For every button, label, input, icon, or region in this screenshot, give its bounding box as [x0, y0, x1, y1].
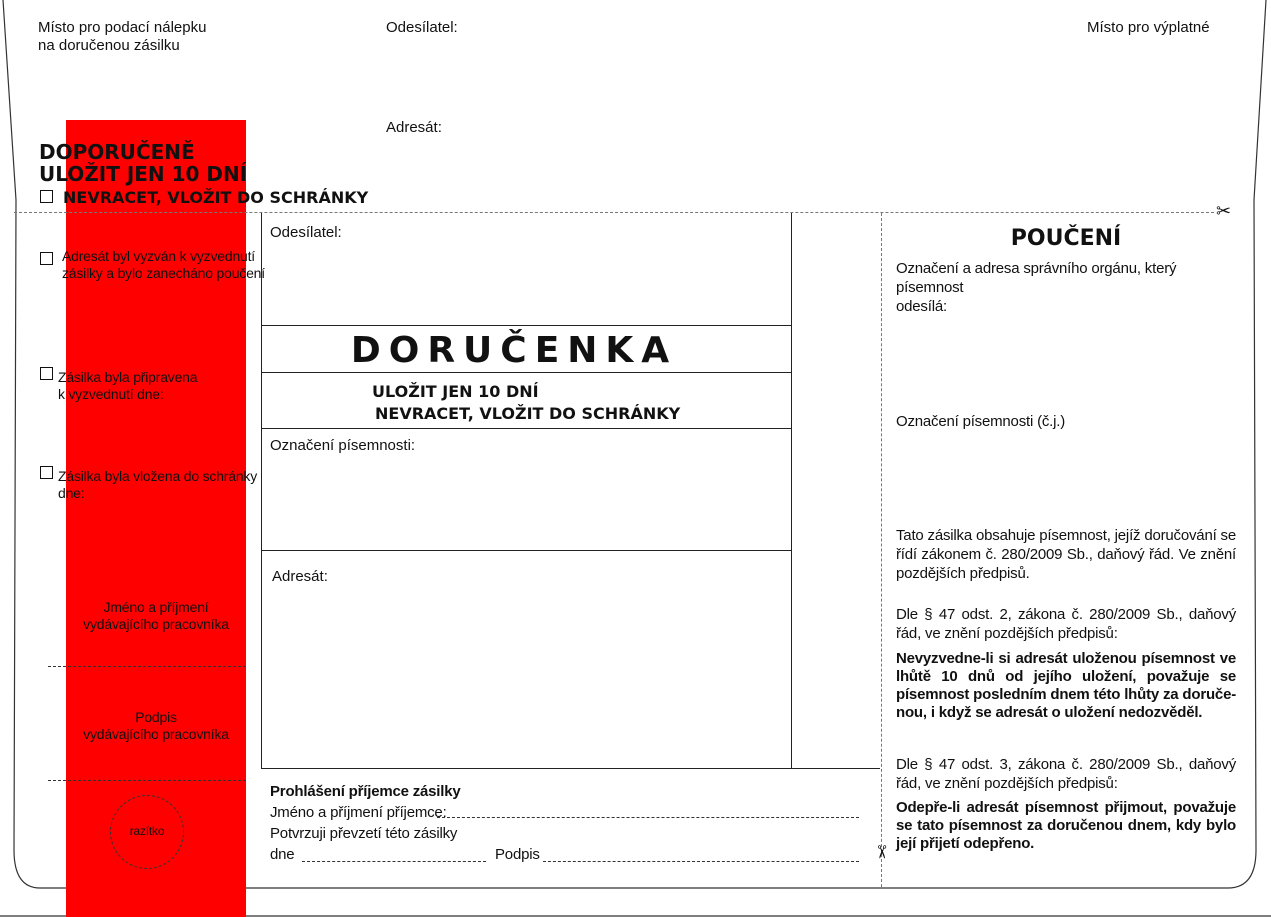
date-field[interactable] [302, 861, 486, 862]
fold-line [14, 212, 1214, 213]
envelope-sender-label: Odesílatel: [386, 19, 458, 36]
signature-field[interactable] [543, 861, 859, 862]
label-line: odesílá: [896, 298, 947, 315]
instructions-doc-ref: Označení písemnosti (č.j.) [896, 413, 1066, 430]
card-border-right [791, 213, 792, 768]
cut-line [881, 213, 882, 887]
label-line: Adresát byl vyzván k vyzvednutí [62, 248, 255, 264]
declaration-confirm: Potvrzuji převzetí této zásilky [270, 825, 458, 842]
worker-name-label [66, 599, 246, 633]
label-line: vydávajícího pracovníka [83, 616, 229, 632]
signature-line [48, 666, 246, 667]
card-border-left [261, 213, 262, 768]
declaration-name-label: Jméno a příjmení příjemce: [270, 804, 447, 821]
instructions-title: POUČENÍ [1010, 226, 1122, 251]
instructions-text-3: Nevyzvedne-li si adresát uloženou písemnost ve lhůtě 10 dnů od jejího uložení, považuje se písemnost posledním dnem této lhůty za doruče-nou, i když se adresát o uložení nedozvěděl. [896, 650, 1237, 721]
card-divider [261, 325, 792, 326]
postage-label: Místo pro výplatné [1087, 19, 1210, 36]
card-divider [261, 428, 792, 429]
scissors-icon: ✂ [870, 844, 892, 860]
store-days-title: ULOŽIT JEN 10 DNÍ [39, 162, 248, 186]
check-mailbox [58, 468, 257, 502]
label-placement-sticker [38, 19, 206, 55]
label-line: k vyzvednutí dne: [58, 386, 164, 402]
label-line: Označení a adresa správního orgánu, který písemnost [896, 260, 1177, 296]
card-bottom [261, 768, 880, 769]
label-line: vydávajícího pracovníka [83, 726, 229, 742]
checkbox-icon[interactable] [40, 466, 53, 479]
label-line: Místo pro podací nálepku [38, 19, 207, 36]
label-line: Jméno a příjmení [103, 599, 209, 615]
checkbox-icon[interactable] [40, 252, 53, 265]
instructions-text-4: Dle § 47 odst. 3, zákona č. 280/2009 Sb., daňový řád, ve znění pozdějších předpisů: [896, 756, 1236, 792]
card-title: DORUČENKA [350, 330, 678, 371]
card-store-days: ULOŽIT JEN 10 DNÍ [372, 382, 539, 401]
declaration-date-label: dne [270, 846, 295, 863]
instructions-text-2: Dle § 47 odst. 2, zákona č. 280/2009 Sb., daňový řád, ve znění pozdějších předpisů: [896, 606, 1236, 642]
registered-title: DOPORUČENĚ [39, 140, 195, 164]
declaration-sign-label: Podpis [495, 846, 540, 863]
card-recipient-label: Adresát: [272, 568, 328, 585]
card-doc-label: Označení písemnosti: [270, 437, 416, 454]
stamp-label: razítko [129, 824, 165, 838]
worker-sign-label [56, 709, 256, 743]
label-line: Zásilka byla vložena do schránky [58, 468, 258, 484]
instructions-text-5: Odepře-li adresát písemnost přijmout, považuje se tato písemnost za doručenou dnem, kdy bylo její přijetí odepřeno. [896, 799, 1236, 852]
label-line: zásilky a bylo zanecháno poučení [62, 265, 265, 281]
instructions-authority [896, 259, 1236, 316]
scissors-icon: ✂ [1216, 201, 1232, 222]
declaration-title: Prohlášení příjemce zásilky [270, 783, 461, 800]
checkbox-icon[interactable] [40, 190, 53, 203]
checkbox-icon[interactable] [40, 367, 53, 380]
label-line: na doručenou zásilku [38, 37, 180, 54]
envelope-recipient-label: Adresát: [386, 119, 442, 136]
label-line: dne: [58, 485, 85, 501]
card-no-return: NEVRACET, VLOŽIT DO SCHRÁNKY [375, 404, 681, 423]
signature-line [48, 780, 246, 781]
no-return-label: NEVRACET, VLOŽIT DO SCHRÁNKY [63, 188, 369, 207]
card-divider [261, 550, 792, 551]
check-prepared [58, 369, 197, 403]
label-line: Podpis [135, 709, 177, 725]
card-sender-label: Odesílatel: [270, 224, 342, 241]
check-invited [62, 248, 265, 282]
label-line: Zásilka byla připravena [58, 369, 198, 385]
recipient-name-field[interactable] [437, 817, 859, 818]
instructions-text-1: Tato zásilka obsahuje písemnost, jejíž doručování se řídí zákonem č. 280/2009 Sb., daňový řád. Ve znění pozdějších předpisů. [896, 527, 1236, 582]
card-divider [261, 372, 792, 373]
